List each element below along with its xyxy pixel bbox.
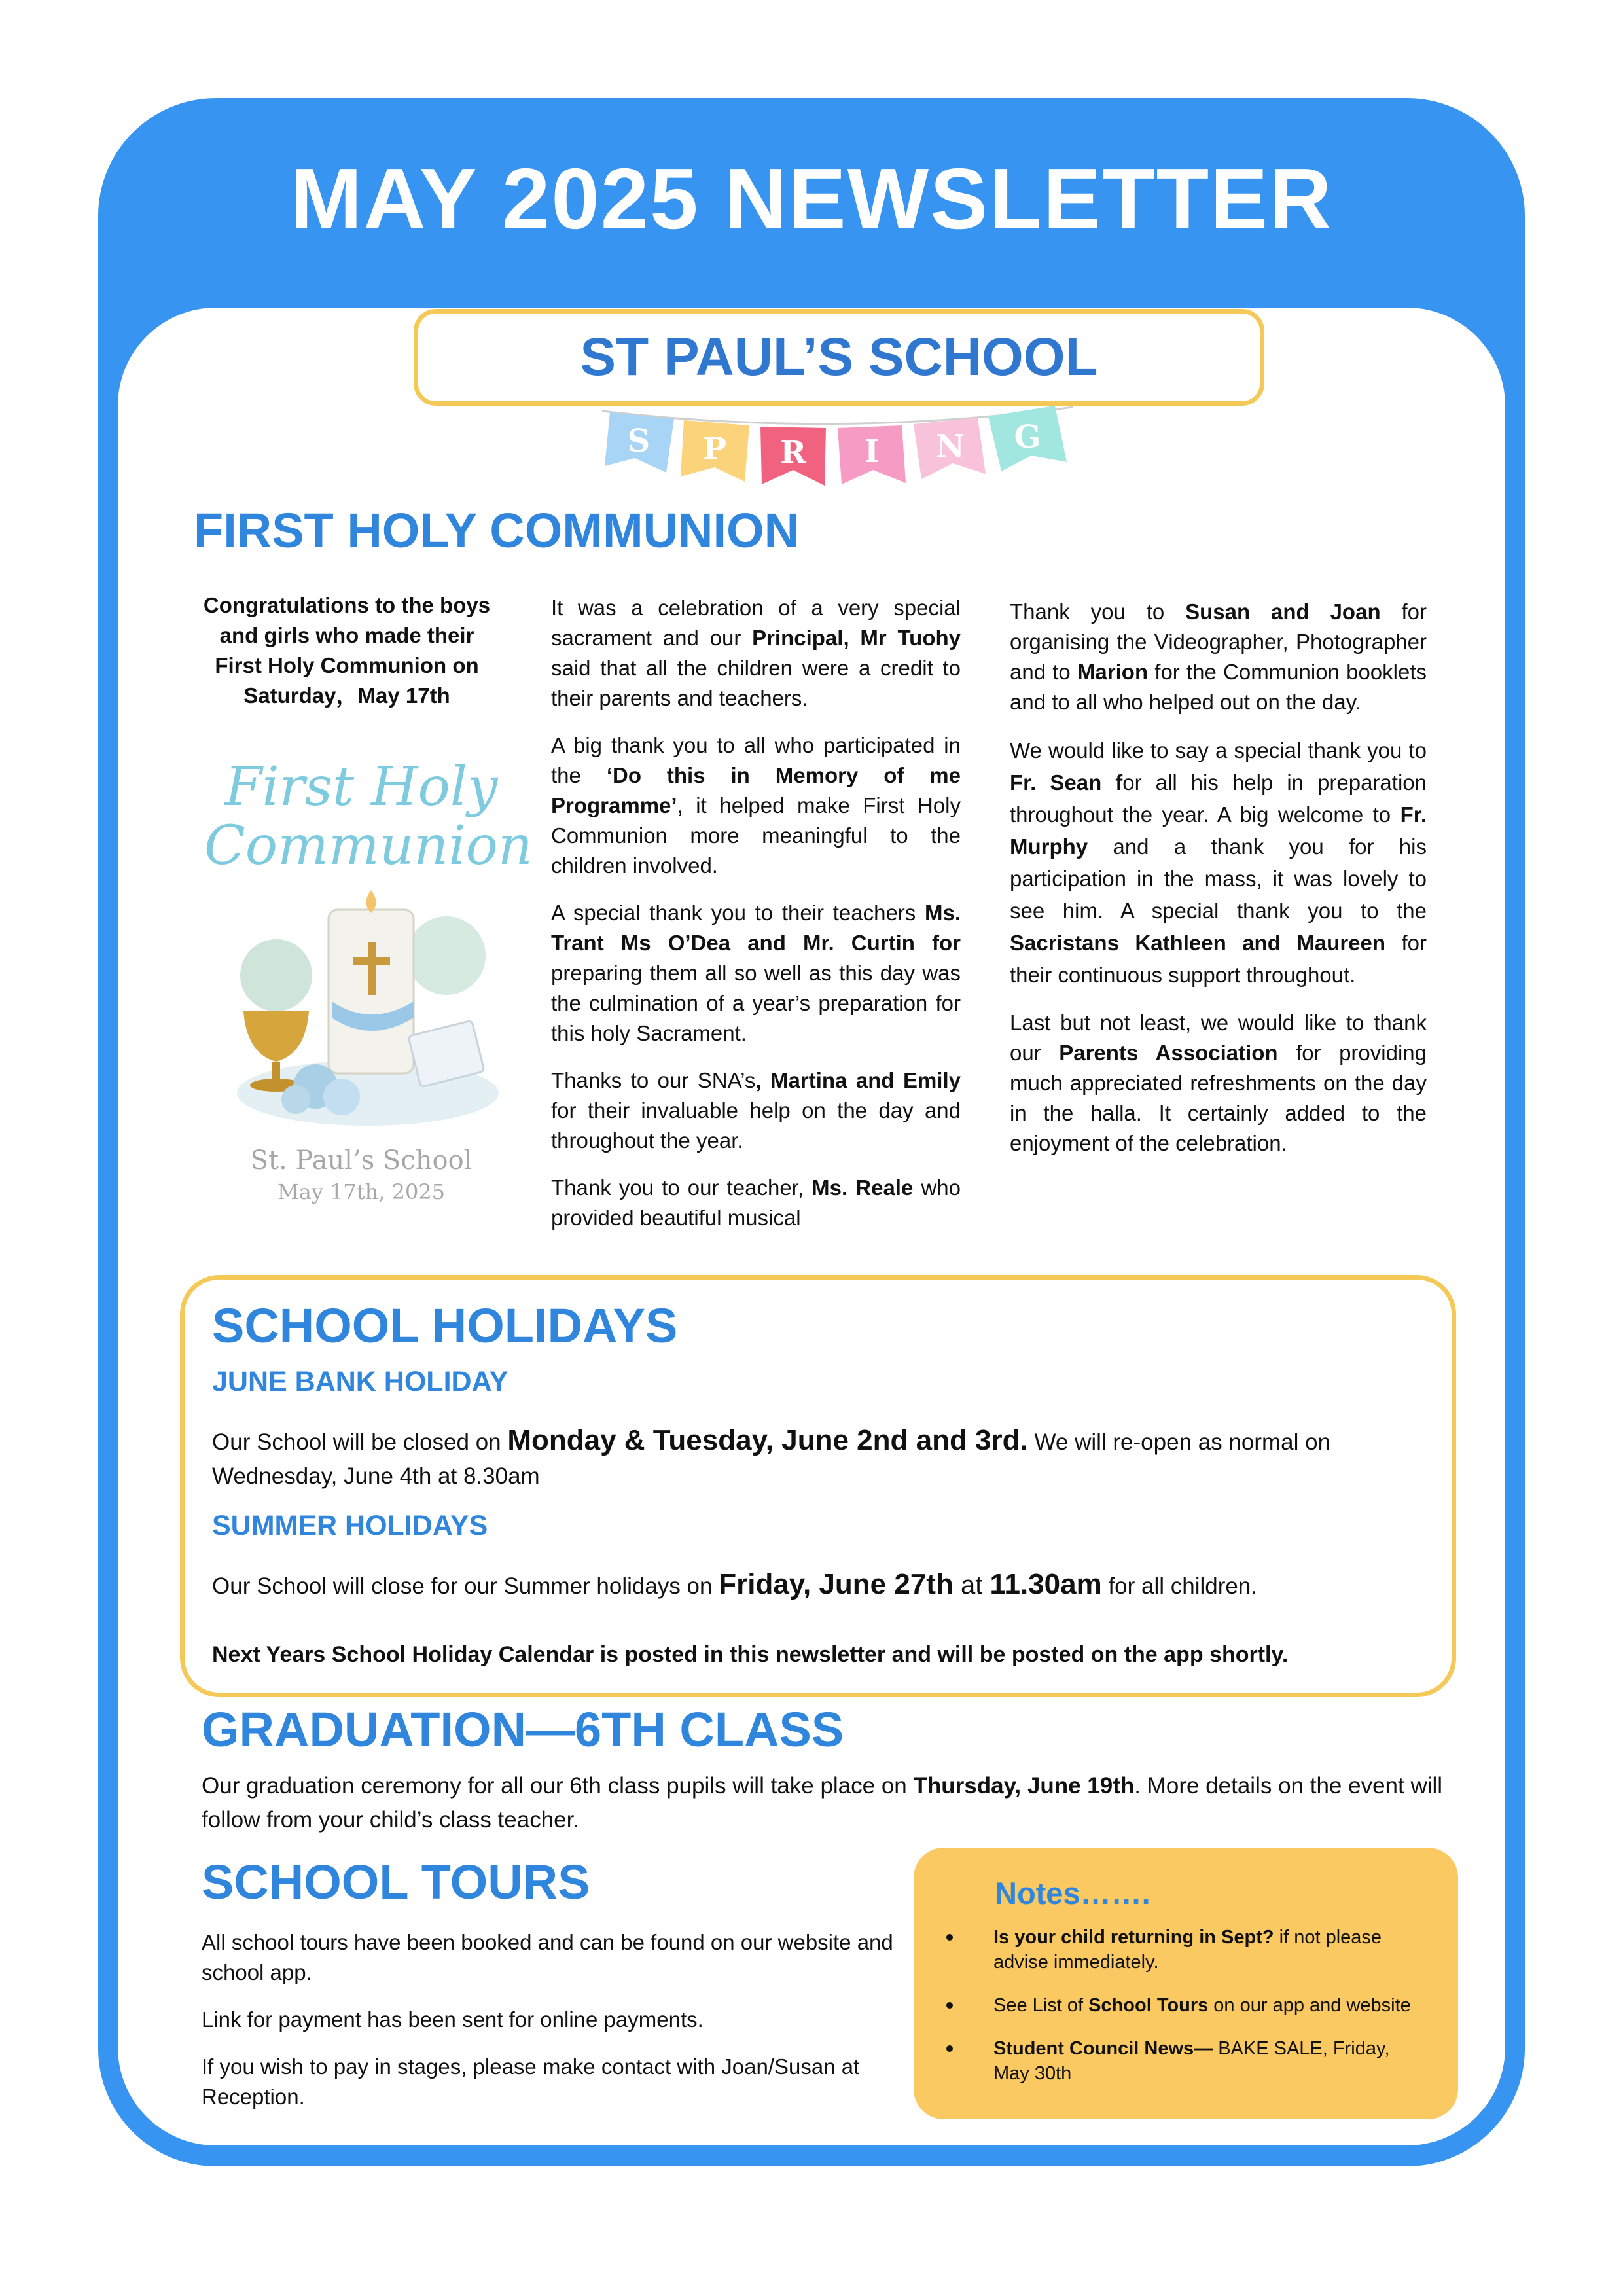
congrats-line: First Holy Communion on [215, 653, 479, 677]
text: Our School will close for our Summer holidays on [212, 1573, 719, 1599]
congrats-line: and girls who made their [219, 623, 474, 647]
text: A big thank you to all who participated in the [551, 733, 961, 787]
paragraph [551, 898, 961, 1049]
graduation-heading: GRADUATION—6TH CLASS [202, 1702, 844, 1757]
holidays-box [180, 1275, 1456, 1697]
communion-column-2 [551, 593, 961, 1250]
text-bold: Marion [1077, 660, 1149, 684]
text: See List of [993, 1995, 1089, 2016]
text: Thanks to our SNA’s [551, 1068, 756, 1092]
text-bold: 11.30am [990, 1568, 1102, 1600]
communion-congrats [196, 590, 497, 711]
candle-chalice-illustration [217, 877, 505, 1139]
text-bold: Friday, June 27th [719, 1568, 954, 1600]
paragraph [1010, 597, 1427, 717]
text-bold: Susan and Joan [1185, 600, 1381, 624]
paragraph [551, 1173, 961, 1233]
text: for organising the Videographer, Photographer and to [1010, 600, 1427, 684]
spring-bunting [589, 393, 1086, 491]
text: at [953, 1571, 990, 1600]
school-name: ST PAUL’S SCHOOL [580, 327, 1098, 387]
holidays-heading: SCHOOL HOLIDAYS [212, 1299, 678, 1353]
text: who provided beautiful musical [551, 1175, 961, 1230]
notes-list [946, 1925, 1424, 2104]
bunting-flag [988, 406, 1067, 471]
text: BAKE SALE, Friday, May 30th [993, 2038, 1390, 2084]
text-bold: Is your child returning in Sept? [993, 1927, 1274, 1948]
june-bank-holiday-text [212, 1424, 1429, 1494]
text-bold: Parents Association [1059, 1041, 1278, 1065]
communion-heading: FIRST HOLY COMMUNION [194, 503, 800, 558]
bullet-icon [946, 1934, 953, 1941]
paragraph [1010, 734, 1427, 991]
text: . More details on the event will follow from your child’s class teacher. [202, 1773, 1443, 1833]
text: Our graduation ceremony for all our 6th class pupils will take place on [202, 1773, 914, 1799]
paragraph: Link for payment has been sent for online payments. [202, 2007, 704, 2032]
text-bold: Sacristans Kathleen and Maureen [1010, 931, 1386, 955]
text-bold: Thursday, June 19th [913, 1773, 1135, 1799]
text: for the Communion booklets and to all who helped out on the day. [1010, 660, 1427, 714]
tours-heading: SCHOOL TOURS [202, 1855, 590, 1909]
calendar-note: Next Years School Holiday Calendar is posted in this newsletter and will be posted on the app shortly. [212, 1642, 1289, 1667]
card-school-name: St. Paul’s School [250, 1145, 473, 1175]
notes-title: Notes……. [995, 1876, 1150, 1910]
bullet-icon [946, 2002, 953, 2009]
text-bold: Monday & Tuesday, June 2nd and 3rd. [507, 1424, 1028, 1456]
text: Last but not least, we would like to thank our [1010, 1011, 1427, 1065]
text-bold: Ms. Reale [812, 1175, 914, 1200]
card-date: May 17th, 2025 [277, 1179, 446, 1204]
newsletter-title: MAY 2025 NEWSLETTER [290, 151, 1333, 247]
text: for providing much appreciated refreshments on the day in the halla. It certainly added to the enjoyment of the celebration. [1010, 1041, 1427, 1155]
text-bold: Student Council News— [993, 2038, 1213, 2059]
text: on our app and website [1208, 1995, 1411, 2016]
text: , it helped make First Holy Communion more meaningful to the children involved. [551, 793, 961, 878]
text: Our School will be closed on [212, 1429, 508, 1455]
paragraph [551, 730, 961, 881]
text: preparing them all so well as this day was the culmination of a year’s preparation for this holy Sacrament. [551, 961, 961, 1045]
list-item [946, 1925, 1424, 1975]
text: for their invaluable help on the day and throughout the year. [551, 1098, 961, 1153]
text: for their continuous support throughout. [1010, 931, 1427, 987]
text: Thank you to [1010, 600, 1186, 624]
bullet-icon [946, 2045, 953, 2052]
congrats-line: Congratulations to the boys [203, 593, 491, 617]
bunting-flag [605, 412, 674, 473]
text: if not please advise immediately. [993, 1927, 1382, 1973]
text-bold: Principal, Mr Tuohy [752, 626, 961, 650]
bunting-letter: G [1014, 419, 1041, 456]
paragraph: All school tours have been booked and can be found on our website and school app. [202, 1930, 893, 1984]
tours-text [202, 1928, 895, 2129]
bunting-flag [838, 425, 906, 484]
text: It was a celebration of a very special sacrament and our [551, 596, 961, 650]
text: A special thank you to their teachers [551, 901, 925, 925]
summer-holidays-heading: SUMMER HOLIDAYS [212, 1510, 488, 1541]
graduation-text [202, 1769, 1458, 1837]
paragraph [551, 593, 961, 713]
list-item [946, 2036, 1424, 2086]
card-title-line1: First Holy [224, 756, 498, 818]
card-title-line2: Communion [204, 815, 533, 877]
text: for all children. [1101, 1573, 1258, 1599]
text: We will re-open as normal on Wednesday, June 4th at 8.30am [212, 1429, 1331, 1489]
text: said that all the children were a credit to their parents and teachers. [551, 656, 961, 710]
text: or all his help in preparation throughout the year. A big welcome to [1010, 770, 1427, 827]
list-item [946, 1993, 1424, 2018]
bunting-flag [914, 418, 986, 479]
school-name-box [414, 309, 1264, 406]
paragraph: If you wish to pay in stages, please make contact with Joan/Susan at Reception. [202, 2054, 860, 2109]
congrats-line: Saturday，May 17th [243, 683, 450, 708]
june-bank-holiday-heading: JUNE BANK HOLIDAY [212, 1366, 508, 1397]
bunting-flag [760, 427, 826, 486]
text-bold: ‘Do this in Memory of me Programme’ [551, 763, 961, 817]
paragraph [1010, 1008, 1427, 1158]
bunting-letter: N [936, 428, 965, 465]
text-bold: School Tours [1088, 1995, 1209, 2016]
text: and a thank you for his participation in the mass, it was lovely to see him. A special thank you to the [1010, 834, 1427, 923]
bunting-letter: R [780, 435, 806, 471]
text: We would like to say a special thank you to [1010, 738, 1427, 762]
text-bold: Fr. Murphy [1010, 802, 1427, 859]
notes-box [914, 1848, 1458, 2119]
bunting-letter: P [702, 431, 727, 467]
text: Thank you to our teacher, [551, 1175, 812, 1200]
text-bold: , Martina and Emily [755, 1068, 961, 1092]
communion-column-3 [1010, 597, 1427, 1175]
summer-holidays-text [212, 1568, 1429, 1604]
paragraph [551, 1066, 961, 1156]
text-bold: Fr. Sean f [1010, 770, 1123, 795]
text-bold: Ms. Trant Ms O’Dea and Mr. Curtin for [551, 901, 961, 955]
bunting-flag [681, 420, 749, 482]
bunting-letter: I [864, 433, 880, 470]
bunting-letter: S [627, 423, 651, 459]
communion-card-image [204, 753, 533, 1211]
